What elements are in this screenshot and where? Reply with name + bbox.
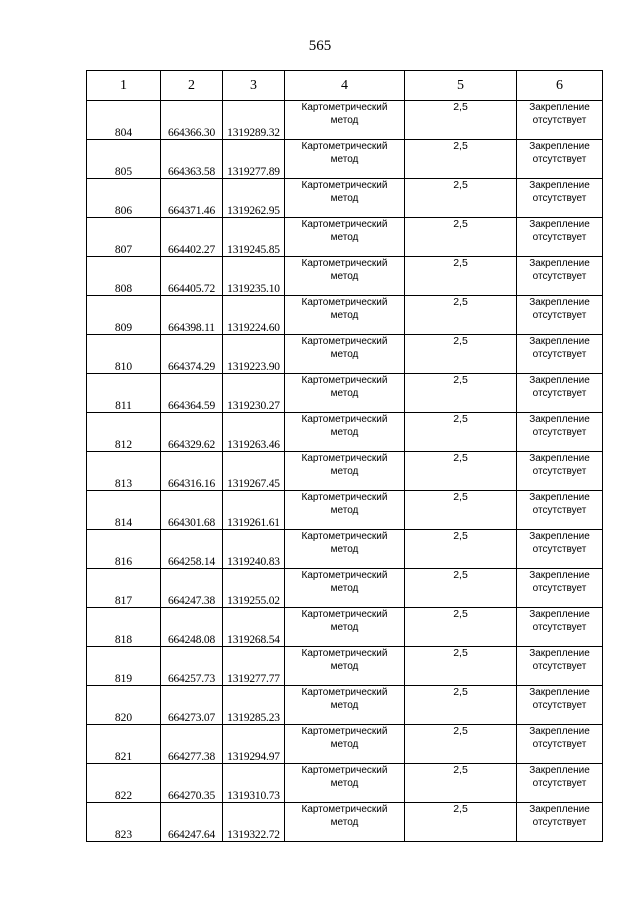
cell-x-coordinate: 664364.59 — [161, 374, 223, 413]
cell-point-number: 818 — [87, 608, 161, 647]
fixation-line-1: Закрепление — [529, 375, 590, 386]
method-line-1: Картометрический — [301, 453, 388, 464]
method-line-2: метод — [330, 739, 359, 750]
cell-accuracy: 2,5 — [405, 491, 517, 530]
cell-accuracy: 2,5 — [405, 452, 517, 491]
fixation-line-2: отсутствует — [532, 466, 587, 477]
cell-x-coordinate: 664363.58 — [161, 140, 223, 179]
cell-point-number: 817 — [87, 569, 161, 608]
fixation-line-2: отсутствует — [532, 193, 587, 204]
cell-point-number: 805 — [87, 140, 161, 179]
cell-y-coordinate: 1319261.61 — [223, 491, 285, 530]
cell-x-coordinate: 664329.62 — [161, 413, 223, 452]
cell-fixation — [517, 218, 603, 257]
table-row — [87, 413, 603, 452]
method-line-2: метод — [330, 700, 359, 711]
fixation-line-1: Закрепление — [529, 180, 590, 191]
method-line-1: Картометрический — [301, 687, 388, 698]
cell-x-coordinate: 664270.35 — [161, 764, 223, 803]
method-line-1: Картометрический — [301, 804, 388, 815]
method-line-2: метод — [330, 271, 359, 282]
cell-point-number: 808 — [87, 257, 161, 296]
cell-fixation — [517, 257, 603, 296]
method-line-2: метод — [330, 427, 359, 438]
fixation-line-1: Закрепление — [529, 141, 590, 152]
method-line-2: метод — [330, 154, 359, 165]
method-line-1: Картометрический — [301, 336, 388, 347]
header-col-2: 2 — [161, 71, 223, 101]
cell-method — [285, 608, 405, 647]
cell-fixation — [517, 764, 603, 803]
cell-y-coordinate: 1319268.54 — [223, 608, 285, 647]
method-line-2: метод — [330, 583, 359, 594]
cell-y-coordinate: 1319285.23 — [223, 686, 285, 725]
fixation-line-2: отсутствует — [532, 583, 587, 594]
cell-accuracy: 2,5 — [405, 725, 517, 764]
table-row — [87, 530, 603, 569]
cell-fixation — [517, 608, 603, 647]
cell-fixation — [517, 179, 603, 218]
fixation-line-2: отсутствует — [532, 622, 587, 633]
method-line-1: Картометрический — [301, 765, 388, 776]
cell-accuracy: 2,5 — [405, 335, 517, 374]
table-row — [87, 725, 603, 764]
table-row — [87, 803, 603, 842]
cell-x-coordinate: 664374.29 — [161, 335, 223, 374]
cell-point-number: 809 — [87, 296, 161, 335]
coordinates-table — [86, 70, 603, 842]
method-line-2: метод — [330, 232, 359, 243]
cell-method — [285, 179, 405, 218]
cell-point-number: 810 — [87, 335, 161, 374]
cell-x-coordinate: 664398.11 — [161, 296, 223, 335]
cell-fixation — [517, 569, 603, 608]
cell-method — [285, 530, 405, 569]
cell-accuracy: 2,5 — [405, 179, 517, 218]
table-row — [87, 335, 603, 374]
cell-y-coordinate: 1319224.60 — [223, 296, 285, 335]
table-row — [87, 101, 603, 140]
method-line-2: метод — [330, 349, 359, 360]
fixation-line-1: Закрепление — [529, 258, 590, 269]
method-line-1: Картометрический — [301, 726, 388, 737]
cell-y-coordinate: 1319277.77 — [223, 647, 285, 686]
method-line-2: метод — [330, 622, 359, 633]
cell-method — [285, 218, 405, 257]
fixation-line-2: отсутствует — [532, 505, 587, 516]
page-number: 565 — [308, 38, 332, 54]
fixation-line-1: Закрепление — [529, 414, 590, 425]
cell-fixation — [517, 530, 603, 569]
cell-point-number: 807 — [87, 218, 161, 257]
method-line-2: метод — [330, 505, 359, 516]
table-row — [87, 764, 603, 803]
cell-x-coordinate: 664258.14 — [161, 530, 223, 569]
cell-fixation — [517, 647, 603, 686]
cell-x-coordinate: 664273.07 — [161, 686, 223, 725]
table-row — [87, 296, 603, 335]
fixation-line-2: отсутствует — [532, 388, 587, 399]
cell-fixation — [517, 452, 603, 491]
cell-method — [285, 569, 405, 608]
table-row — [87, 647, 603, 686]
cell-fixation — [517, 335, 603, 374]
cell-method — [285, 296, 405, 335]
method-line-2: метод — [330, 466, 359, 477]
cell-accuracy: 2,5 — [405, 608, 517, 647]
cell-accuracy: 2,5 — [405, 530, 517, 569]
cell-fixation — [517, 296, 603, 335]
cell-y-coordinate: 1319277.89 — [223, 140, 285, 179]
cell-method — [285, 491, 405, 530]
header-col-4: 4 — [285, 71, 405, 101]
table-header-row — [87, 71, 603, 101]
cell-point-number: 819 — [87, 647, 161, 686]
method-line-2: метод — [330, 193, 359, 204]
cell-accuracy: 2,5 — [405, 374, 517, 413]
cell-y-coordinate: 1319235.10 — [223, 257, 285, 296]
cell-point-number: 804 — [87, 101, 161, 140]
fixation-line-1: Закрепление — [529, 726, 590, 737]
cell-x-coordinate: 664405.72 — [161, 257, 223, 296]
table-row — [87, 686, 603, 725]
cell-accuracy: 2,5 — [405, 569, 517, 608]
cell-y-coordinate: 1319255.02 — [223, 569, 285, 608]
method-line-2: метод — [330, 817, 359, 828]
cell-accuracy: 2,5 — [405, 140, 517, 179]
cell-y-coordinate: 1319262.95 — [223, 179, 285, 218]
method-line-2: метод — [330, 115, 359, 126]
cell-x-coordinate: 664366.30 — [161, 101, 223, 140]
fixation-line-1: Закрепление — [529, 336, 590, 347]
method-line-2: метод — [330, 778, 359, 789]
cell-fixation — [517, 413, 603, 452]
cell-x-coordinate: 664248.08 — [161, 608, 223, 647]
table-body — [87, 101, 603, 842]
fixation-line-2: отсутствует — [532, 427, 587, 438]
cell-method — [285, 413, 405, 452]
cell-method — [285, 725, 405, 764]
fixation-line-2: отсутствует — [532, 349, 587, 360]
cell-point-number: 814 — [87, 491, 161, 530]
cell-fixation — [517, 374, 603, 413]
cell-accuracy: 2,5 — [405, 296, 517, 335]
cell-point-number: 811 — [87, 374, 161, 413]
fixation-line-2: отсутствует — [532, 271, 587, 282]
cell-method — [285, 257, 405, 296]
cell-y-coordinate: 1319245.85 — [223, 218, 285, 257]
table-row — [87, 179, 603, 218]
header-col-5: 5 — [405, 71, 517, 101]
table-row — [87, 140, 603, 179]
cell-point-number: 816 — [87, 530, 161, 569]
cell-method — [285, 686, 405, 725]
method-line-1: Картометрический — [301, 375, 388, 386]
cell-point-number: 806 — [87, 179, 161, 218]
fixation-line-1: Закрепление — [529, 219, 590, 230]
fixation-line-1: Закрепление — [529, 297, 590, 308]
method-line-1: Картометрический — [301, 102, 388, 113]
fixation-line-1: Закрепление — [529, 609, 590, 620]
table-row — [87, 491, 603, 530]
cell-point-number: 820 — [87, 686, 161, 725]
cell-accuracy: 2,5 — [405, 257, 517, 296]
cell-x-coordinate: 664247.38 — [161, 569, 223, 608]
cell-method — [285, 335, 405, 374]
method-line-1: Картометрический — [301, 297, 388, 308]
fixation-line-1: Закрепление — [529, 453, 590, 464]
method-line-1: Картометрический — [301, 141, 388, 152]
cell-method — [285, 452, 405, 491]
method-line-1: Картометрический — [301, 609, 388, 620]
header-col-6: 6 — [517, 71, 603, 101]
cell-y-coordinate: 1319230.27 — [223, 374, 285, 413]
method-line-1: Картометрический — [301, 648, 388, 659]
cell-accuracy: 2,5 — [405, 647, 517, 686]
cell-x-coordinate: 664402.27 — [161, 218, 223, 257]
cell-accuracy: 2,5 — [405, 101, 517, 140]
cell-point-number: 813 — [87, 452, 161, 491]
method-line-1: Картометрический — [301, 258, 388, 269]
cell-fixation — [517, 686, 603, 725]
cell-fixation — [517, 101, 603, 140]
fixation-line-1: Закрепление — [529, 804, 590, 815]
cell-fixation — [517, 140, 603, 179]
cell-method — [285, 764, 405, 803]
cell-x-coordinate: 664371.46 — [161, 179, 223, 218]
cell-fixation — [517, 491, 603, 530]
table-row — [87, 452, 603, 491]
table-row — [87, 218, 603, 257]
method-line-1: Картометрический — [301, 531, 388, 542]
cell-accuracy: 2,5 — [405, 413, 517, 452]
fixation-line-2: отсутствует — [532, 115, 587, 126]
fixation-line-2: отсутствует — [532, 232, 587, 243]
cell-method — [285, 140, 405, 179]
cell-x-coordinate: 664257.73 — [161, 647, 223, 686]
method-line-1: Картометрический — [301, 414, 388, 425]
cell-y-coordinate: 1319263.46 — [223, 413, 285, 452]
cell-point-number: 812 — [87, 413, 161, 452]
cell-point-number: 821 — [87, 725, 161, 764]
cell-accuracy: 2,5 — [405, 803, 517, 842]
cell-fixation — [517, 803, 603, 842]
method-line-1: Картометрический — [301, 570, 388, 581]
fixation-line-2: отсутствует — [532, 700, 587, 711]
fixation-line-1: Закрепление — [529, 492, 590, 503]
fixation-line-1: Закрепление — [529, 765, 590, 776]
fixation-line-2: отсутствует — [532, 778, 587, 789]
cell-y-coordinate: 1319310.73 — [223, 764, 285, 803]
method-line-2: метод — [330, 388, 359, 399]
fixation-line-1: Закрепление — [529, 570, 590, 581]
header-col-3: 3 — [223, 71, 285, 101]
cell-method — [285, 374, 405, 413]
fixation-line-2: отсутствует — [532, 661, 587, 672]
cell-y-coordinate: 1319223.90 — [223, 335, 285, 374]
fixation-line-1: Закрепление — [529, 648, 590, 659]
cell-y-coordinate: 1319289.32 — [223, 101, 285, 140]
cell-y-coordinate: 1319294.97 — [223, 725, 285, 764]
table-row — [87, 569, 603, 608]
cell-fixation — [517, 725, 603, 764]
method-line-1: Картометрический — [301, 180, 388, 191]
cell-method — [285, 647, 405, 686]
cell-accuracy: 2,5 — [405, 686, 517, 725]
method-line-2: метод — [330, 661, 359, 672]
fixation-line-2: отсутствует — [532, 817, 587, 828]
fixation-line-2: отсутствует — [532, 544, 587, 555]
method-line-2: метод — [330, 310, 359, 321]
cell-y-coordinate: 1319267.45 — [223, 452, 285, 491]
cell-method — [285, 101, 405, 140]
cell-x-coordinate: 664277.38 — [161, 725, 223, 764]
cell-y-coordinate: 1319240.83 — [223, 530, 285, 569]
fixation-line-1: Закрепление — [529, 102, 590, 113]
cell-x-coordinate: 664316.16 — [161, 452, 223, 491]
method-line-1: Картометрический — [301, 492, 388, 503]
table-row — [87, 374, 603, 413]
fixation-line-1: Закрепление — [529, 531, 590, 542]
table-row — [87, 257, 603, 296]
cell-point-number: 822 — [87, 764, 161, 803]
cell-y-coordinate: 1319322.72 — [223, 803, 285, 842]
table-row — [87, 608, 603, 647]
cell-accuracy: 2,5 — [405, 218, 517, 257]
cell-accuracy: 2,5 — [405, 764, 517, 803]
method-line-1: Картометрический — [301, 219, 388, 230]
fixation-line-1: Закрепление — [529, 687, 590, 698]
header-col-1: 1 — [87, 71, 161, 101]
cell-x-coordinate: 664247.64 — [161, 803, 223, 842]
fixation-line-2: отсутствует — [532, 310, 587, 321]
cell-point-number: 823 — [87, 803, 161, 842]
cell-method — [285, 803, 405, 842]
fixation-line-2: отсутствует — [532, 739, 587, 750]
method-line-2: метод — [330, 544, 359, 555]
fixation-line-2: отсутствует — [532, 154, 587, 165]
cell-x-coordinate: 664301.68 — [161, 491, 223, 530]
